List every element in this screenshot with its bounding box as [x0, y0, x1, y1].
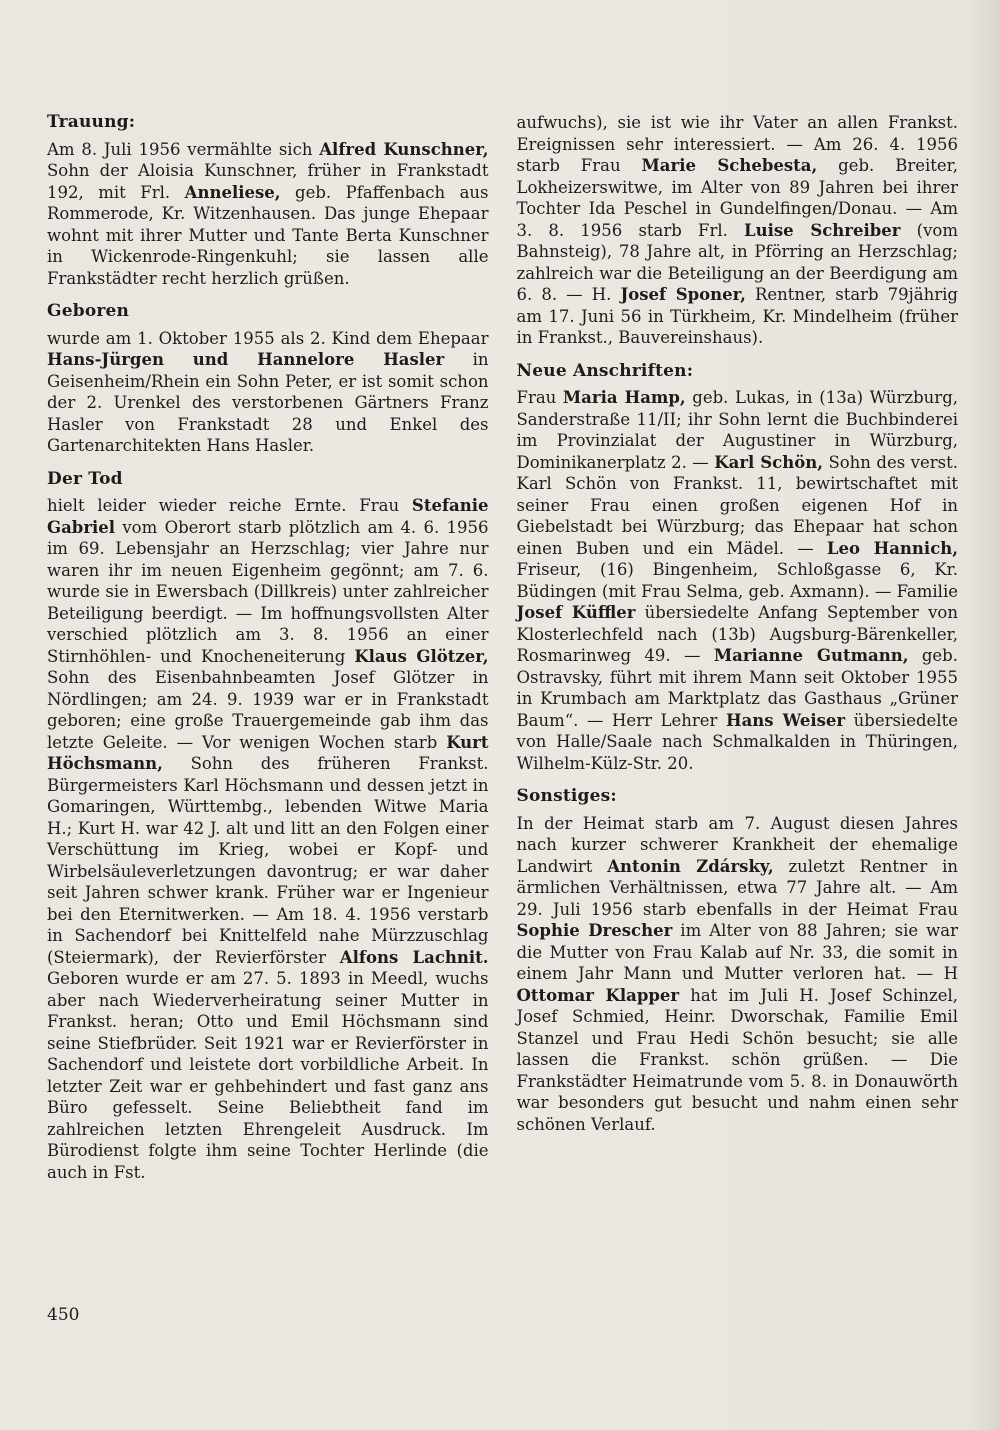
person-name-bold: Antonin Zdársky, — [607, 856, 774, 876]
person-name-bold: Ottomar Klapper — [516, 985, 680, 1005]
person-name-bold: Leo Hannich, — [826, 538, 958, 558]
text-run: geb. Breiter, Lokheizerswitwe, im Alter von 89 Jahren bei ihrer Tochter Ida Peschel in Gundelfingen/Donau. — Am 3. 8. 1956 starb Frl. — [516, 156, 958, 240]
text-run: geb. Ostravsky, führt mit ihrem Mann seit Oktober 1955 in Krumbach am Marktplatz das Gasthaus „Grüner Baum“. — Herr Lehrer — [516, 646, 958, 730]
text-run: im Alter von 88 Jahren; sie war die Mutter von Frau Kalab auf Nr. 33, die somit in einem Jahr Mann und Mutter verloren hat. — H — [516, 921, 959, 983]
article-section — [47, 112, 489, 289]
paragraph — [517, 112, 959, 349]
text-run: Am 8. Juli 1956 vermählte sich — [47, 139, 320, 159]
right-column — [517, 112, 959, 1192]
paragraph — [47, 139, 489, 290]
person-name-bold: Marie Schebesta, — [641, 156, 818, 175]
section-heading: Trauung: — [47, 112, 136, 132]
text-run: übersiedelte von Halle/Saale nach Schmalkalden in Thüringen, Wilhelm-Külz-Str. 20. — [516, 710, 958, 773]
two-column-text-area — [47, 112, 958, 1192]
person-name-bold: Sophie Drescher — [516, 921, 673, 940]
person-name-bold: Hans-Jürgen und Hannelore Hasler — [47, 350, 445, 369]
text-run: vom Oberort starb plötzlich am 4. 6. 1956 im 69. Lebensjahr an Herzschlag; vier Jahre nur waren ihr im neuen Eigenheim gegönnt; am 7. 6. wurde sie in Ewersbach (Dillkreis) unter zahlreicher Beteiligung beerdigt. — Im hoffnungsvollsten Alter verschied plötzlich am 3. 8. 1956 an einer Stirnhöhlen- und Knocheneiterung — [47, 517, 489, 666]
person-name-bold: Alfons Lachnit. — [339, 947, 489, 967]
text-run: In der Heimat starb am 7. August diesen Jahres nach kurzer schwerer Krankheit der ehemalige Landwirt — [516, 813, 958, 876]
paragraph — [517, 387, 959, 774]
person-name-bold: Alfred Kunschner, — [319, 139, 489, 159]
text-run: Sohn des verst. Karl Schön von Frankst. 11, bewirtschaftet mit seiner Frau einen großen eigenen Hof in Giebelstadt bei Würzburg; das Ehepaar hat schon einen Buben und ein Mädel. — — [516, 452, 958, 558]
article-section — [517, 361, 959, 775]
text-run: (vom Bahnsteig), 78 Jahre alt, in Pförring an Herzschlag; zahlreich war die Beteiligung an der Beerdigung am 6. 8. — H. — [516, 220, 958, 304]
text-run: Geboren wurde er am 27. 5. 1893 in Meedl, wuchs aber nach Wiederverheiratung seiner Mutter in Frankst. heran; Otto und Emil Höchsmann sind seine Stiefbrüder. Seit 1921 war er Revierförster in Sachendorf und leistete dort vorbildliche Arbeit. In letzter Zeit war er gehbehindert und fast ganz ans Büro gefesselt. Seine Beliebtheit fand im zahlreichen letzten Ehrengeleit Ausdruck. Im Bürodienst folgte ihm seine Tochter Herlinde (die auch in Fst. — [47, 969, 489, 1182]
text-run: in Geisenheim/Rhein ein Sohn Peter, er ist somit schon der 2. Urenkel des verstorbenen Gärtners Franz Hasler von Frankstadt 28 und Enkel des Gartenarchitekten Hans Hasler. — [47, 350, 489, 455]
section-heading: Geboren — [47, 301, 130, 321]
text-run: Rentner, starb 79jährig am 17. Juni 56 in Türkheim, Kr. Mindelheim (früher in Frankst., Bauvereinshaus). — [516, 285, 958, 347]
person-name-bold: Stefanie Gabriel — [47, 496, 489, 537]
article-section — [47, 469, 489, 1184]
person-name-bold: Anneliese, — [184, 182, 281, 202]
text-run: Sohn der Aloisia Kunschner, früher in Frankstadt 192, mit Frl. — [47, 161, 489, 202]
text-run: hat im Juli H. Josef Schinzel, Josef Schmied, Heinr. Dworschak, Familie Emil Stanzel und Frau Hedi Schön besucht; sie alle lassen die Frankst. schön grüßen. — Die Frankstädter Heimatrunde vom 5. 8. in Donauwörth war besonders gut besucht und nahm einen sehr schönen Verlauf. — [516, 985, 959, 1134]
left-column — [47, 112, 489, 1192]
person-name-bold: Kurt Höchsmann, — [47, 732, 489, 773]
person-name-bold: Klaus Glötzer, — [354, 646, 489, 666]
text-run: geb. Pfaffenbach aus Rommerode, Kr. Witzenhausen. Das junge Ehepaar wohnt mit ihrer Mutter und Tante Berta Kunschner in Wickenrode-Ringenkuhl; sie lassen alle Frankstädter recht herzlich grüßen. — [47, 182, 489, 288]
article-section — [47, 301, 489, 457]
article-section — [517, 786, 959, 1135]
section-heading: Sonstiges: — [516, 786, 617, 806]
text-run: Sohn des früheren Frankst. Bürgermeisters Karl Höchsmann und dessen jetzt in Gomaringen, Württembg., lebenden Witwe Maria H.; Kurt H. war 42 J. alt und litt an den Folgen einer Verschüttung im Krieg, wobei er Kopf- und Wirbelsäuleverletzungen davontrug; er war daher seit Jahren schwer krank. Früher war er Ingenieur bei den Eternitwerken. — Am 18. 4. 1956 verstarb in Sachendorf bei Knittelfeld nahe Mürzzuschlag (Steiermark), der Revierförster — [47, 754, 489, 967]
person-name-bold: Josef Küffler — [516, 603, 636, 622]
section-heading: Neue Anschriften: — [516, 360, 694, 381]
text-run: Frau — [516, 388, 563, 407]
text-run: wurde am 1. Oktober 1955 als 2. Kind dem Ehepaar — [47, 328, 489, 348]
person-name-bold: Marianne Gutmann, — [713, 646, 909, 665]
section-heading: Der Tod — [47, 468, 123, 489]
text-run: hielt leider wieder reiche Ernte. Frau — [47, 496, 412, 515]
text-run: aufwuchs), sie ist wie ihr Vater an allen Frankst. Ereignissen sehr interessiert. — Am 26. 4. 1956 starb Frau — [516, 113, 958, 175]
text-run: übersiedelte Anfang September von Klosterlechfeld nach (13b) Augsburg-Bärenkeller, Rosmarinweg 49. — — [516, 603, 958, 665]
paragraph — [47, 495, 489, 1183]
text-run: geb. Lukas, in (13a) Würzburg, Sanderstraße 11/II; ihr Sohn lernt die Buchbinderei im Provinzialat der Augustiner in Würzburg, Dominikanerplatz 2. — — [516, 388, 959, 472]
person-name-bold: Maria Hamp, — [562, 388, 686, 407]
paragraph — [47, 328, 489, 457]
person-name-bold: Karl Schön, — [714, 452, 823, 472]
text-run: Friseur, (16) Bingenheim, Schloßgasse 6, Kr. Büdingen (mit Frau Selma, geb. Axmann). — Familie — [516, 560, 958, 601]
article-section — [517, 112, 959, 349]
person-name-bold: Josef Sponer, — [620, 285, 746, 304]
person-name-bold: Luise Schreiber — [744, 220, 901, 240]
text-run: zuletzt Rentner in ärmlichen Verhältnissen, etwa 77 Jahre alt. — Am 29. Juli 1956 starb ebenfalls in der Heimat Frau — [516, 856, 958, 919]
text-run: Sohn des Eisenbahnbeamten Josef Glötzer in Nördlingen; am 24. 9. 1939 war er in Frankstadt geboren; eine große Trauergemeinde gab ihm das letzte Geleite. — Vor wenigen Wochen starb — [47, 668, 489, 752]
person-name-bold: Hans Weiser — [726, 710, 846, 730]
paragraph — [517, 813, 959, 1136]
page-number: 450 — [47, 1305, 80, 1325]
